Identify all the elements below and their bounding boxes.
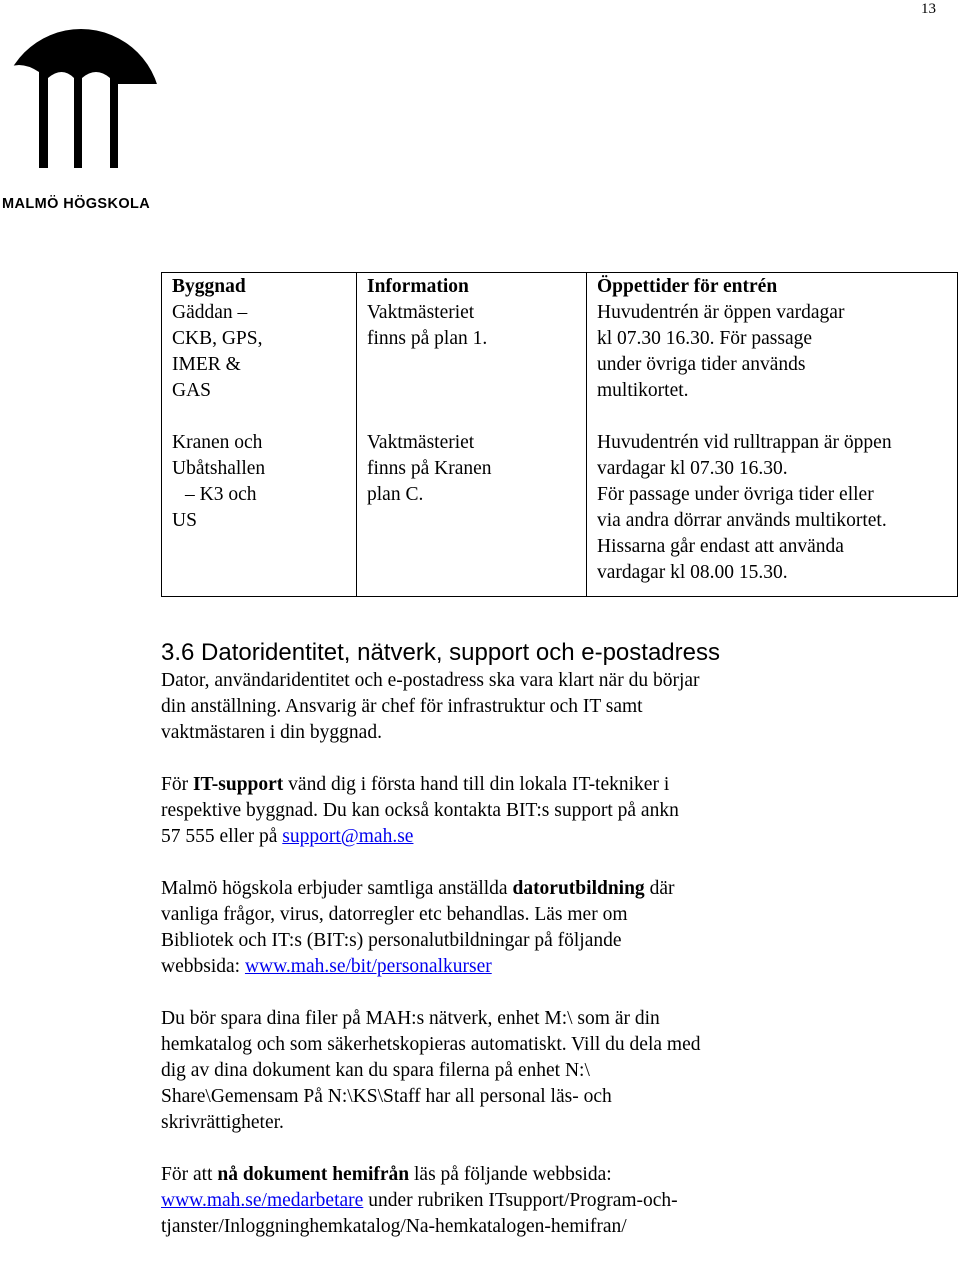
text-line: respektive byggnad. Du kan också kontakta BIT:s support på ankn: [161, 800, 679, 821]
text-line: Share\Gemensam På N:\KS\Staff har all personal läs- och: [161, 1086, 612, 1107]
cell-line: Vaktmästeriet: [367, 302, 475, 323]
table-row: [162, 416, 958, 597]
cell-line: Hissarna går endast att använda: [597, 536, 844, 557]
malmo-hogskola-logo: [0, 28, 165, 212]
cell-line: kl 07.30 16.30. För passage: [597, 328, 813, 349]
cell-line: Kranen och: [172, 432, 263, 453]
cell-line: vardagar kl 07.30 16.30.: [597, 458, 788, 479]
cell-line: IMER &: [172, 354, 241, 375]
text-line: Dator, användaridentitet och e-postadress ska vara klart när du börjar: [161, 670, 700, 691]
paragraph-it-support: [161, 772, 951, 850]
opening-hours-cell: [587, 300, 958, 416]
opening-hours-cell: [587, 416, 958, 597]
text-fragment: webbsida:: [161, 956, 245, 977]
text-fragment: under rubriken ITsupport/Program-och-: [363, 1190, 678, 1211]
text-line: tjanster/Inloggninghemkatalog/Na-hemkatalogen-hemifran/: [161, 1216, 627, 1237]
text-line: vaktmästaren i din byggnad.: [161, 722, 382, 743]
text-fragment: 57 555 eller på: [161, 826, 283, 847]
text-line: din anställning. Ansvarig är chef för infrastruktur och IT samt: [161, 696, 643, 717]
text-fragment: vänd dig i första hand till din lokala IT-tekniker i: [283, 774, 670, 795]
cell-line: GAS: [172, 380, 212, 401]
support-email-link[interactable]: support@mah.se: [282, 826, 414, 847]
text-line: Bibliotek och IT:s (BIT:s) personalutbildningar på följande: [161, 930, 622, 951]
logo-mark-icon: [0, 28, 162, 190]
bold-remote-access: nå dokument hemifrån: [217, 1164, 410, 1185]
table-header-row: [162, 273, 958, 301]
text-line: vanliga frågor, virus, datorregler etc behandlas. Läs mer om: [161, 904, 628, 925]
section-heading: 3.6 Datoridentitet, nätverk, support och e-postadress: [161, 639, 720, 666]
header-building: Byggnad: [162, 273, 357, 301]
entrance-hours-table: [161, 272, 958, 597]
cell-line: Vaktmästeriet: [367, 432, 475, 453]
personalkurser-link[interactable]: www.mah.se/bit/personalkurser: [244, 956, 492, 977]
section-3-6: [161, 638, 951, 1266]
text-line: hemkatalog och som säkerhetskopieras automatiskt. Vill du dela med: [161, 1034, 701, 1055]
cell-line: finns på Kranen: [367, 458, 492, 479]
cell-line: US: [172, 510, 197, 531]
cell-line: För passage under övriga tider eller: [597, 484, 874, 505]
header-opening-hours: Öppettider för entrén: [587, 273, 958, 301]
bold-it-support: IT-support: [192, 774, 284, 795]
paragraph-training: [161, 876, 951, 980]
cell-line: via andra dörrar används multikortet.: [597, 510, 887, 531]
text-fragment: läs på följande webbsida:: [409, 1164, 612, 1185]
logo-text: MALMÖ HÖGSKOLA: [2, 196, 151, 212]
paragraph-computer-identity: [161, 668, 951, 746]
building-cell: [162, 300, 357, 416]
text-line: Du bör spara dina filer på MAH:s nätverk, enhet M:\ som är din: [161, 1008, 660, 1029]
information-cell: [357, 416, 587, 597]
cell-line: Ubåtshallen: [172, 458, 266, 479]
cell-line: CKB, GPS,: [172, 328, 263, 349]
text-line: dig av dina dokument kan du spara filerna på enhet N:\: [161, 1060, 590, 1081]
cell-line: Huvudentrén vid rulltrappan är öppen: [597, 432, 892, 453]
page-number: 13: [921, 1, 936, 17]
cell-line: – K3 och: [185, 484, 257, 505]
cell-line: under övriga tider används: [597, 354, 806, 375]
table-row: [162, 300, 958, 416]
building-cell: [162, 416, 357, 597]
paragraph-network-storage: [161, 1006, 951, 1136]
cell-line: finns på plan 1.: [367, 328, 488, 349]
text-fragment: För: [161, 774, 193, 795]
cell-line: Huvudentrén är öppen vardagar: [597, 302, 845, 323]
cell-line: vardagar kl 08.00 15.30.: [597, 562, 788, 583]
cell-line: multikortet.: [597, 380, 689, 401]
paragraph-remote-access: [161, 1162, 951, 1240]
cell-line: Gäddan –: [172, 302, 248, 323]
information-cell: [357, 300, 587, 416]
cell-line: plan C.: [367, 484, 424, 505]
text-fragment: Malmö högskola erbjuder samtliga anställda: [161, 878, 513, 899]
medarbetare-link[interactable]: www.mah.se/medarbetare: [161, 1190, 364, 1211]
text-fragment: För att: [161, 1164, 218, 1185]
text-fragment: där: [644, 878, 675, 899]
text-line: skrivrättigheter.: [161, 1112, 284, 1133]
header-information: Information: [357, 273, 587, 301]
bold-datorutbildning: datorutbildning: [512, 878, 645, 899]
